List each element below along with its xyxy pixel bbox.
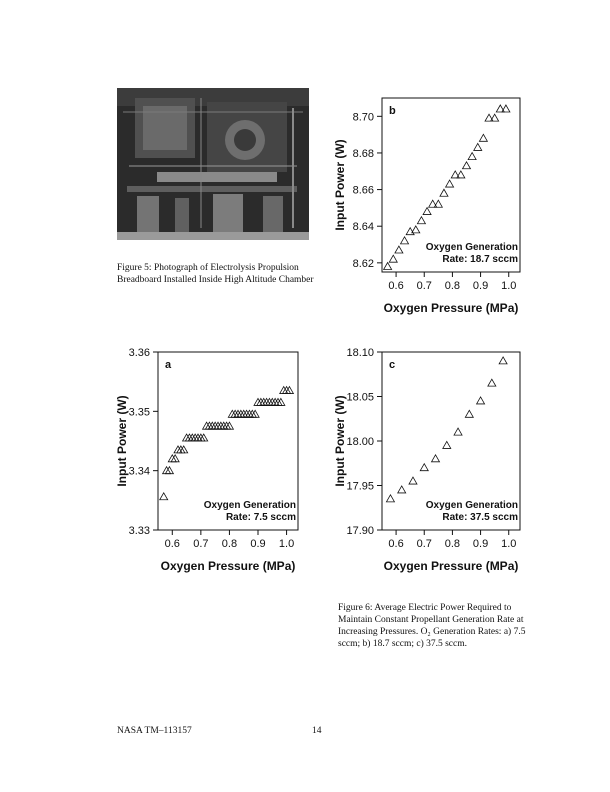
breadboard-photo-image: [117, 88, 309, 240]
x-tick-label: 1.0: [501, 280, 517, 292]
chart-c-svg: [330, 344, 540, 576]
data-point-triangle: [180, 446, 188, 453]
figure6-caption: Figure 6: Average Electric Power Required to Maintain Constant Propellant Generation Rate at Increasing Pressures. O₂ Generation Rates: a) 7.5 sccm; b) 18.7 sccm; c) 37.5 sccm.: [338, 603, 526, 649]
annotation-line: Rate: 7.5 sccm: [225, 512, 296, 523]
data-point-triangle: [257, 398, 265, 405]
data-point-triangle: [160, 493, 168, 500]
data-point-triangle: [409, 477, 417, 484]
data-point-triangle: [395, 246, 403, 253]
chart-a-svg: [112, 344, 312, 576]
annotation-line: Rate: 37.5 sccm: [442, 512, 518, 523]
data-point-triangle: [423, 208, 431, 215]
data-point-triangle: [398, 486, 406, 493]
x-tick-label: 0.7: [416, 280, 432, 292]
data-point-triangle: [446, 180, 454, 187]
data-point-triangle: [451, 171, 459, 178]
data-point-triangle: [440, 189, 448, 196]
data-point-triangle: [277, 398, 285, 405]
data-point-triangle: [432, 455, 440, 462]
y-tick-label: 3.35: [128, 406, 150, 419]
data-point-triangle: [240, 410, 248, 417]
data-point-triangle: [491, 114, 499, 121]
data-point-triangle: [285, 387, 293, 394]
y-tick-label: 8.62: [352, 257, 374, 270]
data-point-triangle: [191, 434, 199, 441]
data-point-triangle: [234, 410, 242, 417]
data-point-triangle: [479, 134, 487, 141]
data-point-triangle: [496, 105, 504, 112]
x-axis-label: Oxygen Pressure (MPa): [160, 559, 296, 573]
x-tick-label: 0.8: [444, 280, 461, 292]
breadboard-photo: [117, 88, 309, 240]
data-point-triangle: [443, 441, 451, 448]
data-point-triangle: [243, 410, 251, 417]
y-tick-label: 18.05: [346, 391, 374, 404]
figure5-caption: Figure 5: Photograph of Electrolysis Propulsion Breadboard Installed Inside High Altitude Chamber: [117, 263, 314, 285]
data-point-triangle: [251, 410, 259, 417]
x-tick-label: 0.9: [472, 280, 489, 292]
data-point-triangle: [502, 105, 510, 112]
data-point-triangle: [468, 153, 476, 160]
data-point-triangle: [223, 422, 231, 429]
y-axis-label: Input Power (W): [115, 395, 129, 487]
data-point-triangle: [171, 455, 179, 462]
data-point-triangle: [412, 226, 420, 233]
x-axis-label: Oxygen Pressure (MPa): [383, 301, 519, 315]
y-tick-label: 8.66: [352, 184, 374, 197]
data-point-triangle: [165, 467, 173, 474]
y-tick-label: 3.34: [128, 465, 150, 478]
x-tick-label: 1.0: [278, 538, 295, 550]
data-point-triangle: [183, 434, 191, 441]
y-tick-label: 17.95: [346, 480, 374, 493]
data-point-triangle: [462, 162, 470, 169]
data-point-triangle: [188, 434, 196, 441]
data-point-triangle: [434, 200, 442, 207]
chart-c: [330, 344, 540, 576]
chart-b-svg: [330, 92, 540, 332]
data-point-triangle: [220, 422, 228, 429]
x-tick-label: 0.6: [164, 538, 180, 550]
data-point-triangle: [274, 398, 282, 405]
data-point-triangle: [280, 387, 288, 394]
data-point-triangle: [457, 171, 465, 178]
data-point-triangle: [417, 217, 425, 224]
data-point-triangle: [474, 143, 482, 150]
data-point-triangle: [384, 263, 392, 270]
data-point-triangle: [225, 422, 233, 429]
y-tick-label: 8.68: [352, 147, 374, 160]
y-tick-label: 8.70: [352, 111, 374, 124]
data-point-triangle: [214, 422, 222, 429]
document-id: NASA TM–113157: [117, 726, 192, 736]
data-point-triangle: [429, 200, 437, 207]
data-point-triangle: [254, 398, 262, 405]
data-point-triangle: [386, 495, 394, 502]
chart-a: [112, 344, 312, 576]
y-axis-label: Input Power (W): [333, 395, 347, 487]
y-axis-label: Input Power (W): [333, 139, 347, 231]
x-tick-label: 0.9: [472, 538, 489, 550]
x-tick-label: 0.8: [444, 538, 461, 550]
data-point-triangle: [420, 464, 428, 471]
data-point-triangle: [217, 422, 225, 429]
x-tick-label: 1.0: [501, 538, 517, 550]
data-point-triangle: [248, 410, 256, 417]
annotation-line: Oxygen Generation: [425, 242, 518, 253]
chart-b: [330, 92, 540, 332]
data-point-triangle: [263, 398, 271, 405]
data-point-triangle: [389, 255, 397, 262]
y-tick-label: 18.00: [346, 436, 374, 448]
data-point-triangle: [174, 446, 182, 453]
x-tick-label: 0.6: [388, 538, 404, 550]
x-tick-label: 0.7: [416, 538, 432, 550]
data-point-triangle: [203, 422, 211, 429]
y-tick-label: 8.64: [352, 221, 374, 234]
x-tick-label: 0.9: [250, 538, 266, 550]
annotation-line: Rate: 18.7 sccm: [442, 254, 518, 265]
data-point-triangle: [163, 467, 171, 474]
x-axis-label: Oxygen Pressure (MPa): [383, 559, 519, 573]
page-number: 14: [312, 726, 322, 736]
data-point-triangle: [237, 410, 245, 417]
panel-label: b: [389, 105, 396, 117]
data-point-triangle: [205, 422, 213, 429]
data-point-triangle: [208, 422, 216, 429]
x-tick-label: 0.7: [193, 538, 209, 550]
data-point-triangle: [265, 398, 273, 405]
x-tick-label: 0.6: [388, 280, 404, 292]
data-point-triangle: [200, 434, 208, 441]
data-point-triangle: [260, 398, 268, 405]
data-point-triangle: [465, 410, 473, 417]
data-point-triangle: [228, 410, 236, 417]
panel-label: c: [389, 359, 396, 371]
data-point-triangle: [185, 434, 193, 441]
data-point-triangle: [197, 434, 205, 441]
y-tick-label: 18.10: [346, 347, 374, 359]
annotation-line: Oxygen Generation: [425, 500, 518, 511]
panel-label: a: [165, 359, 172, 371]
data-point-triangle: [401, 237, 409, 244]
y-tick-label: 3.33: [128, 525, 150, 537]
data-point-triangle: [283, 387, 291, 394]
data-point-triangle: [268, 398, 276, 405]
data-point-triangle: [477, 397, 485, 404]
data-point-triangle: [211, 422, 219, 429]
data-point-triangle: [485, 114, 493, 121]
data-point-triangle: [488, 379, 496, 386]
data-point-triangle: [499, 357, 507, 364]
x-tick-label: 0.8: [221, 538, 238, 550]
data-point-triangle: [177, 446, 185, 453]
data-point-triangle: [454, 428, 462, 435]
data-point-triangle: [231, 410, 239, 417]
annotation-line: Oxygen Generation: [203, 500, 296, 511]
data-point-triangle: [245, 410, 253, 417]
data-point-triangle: [271, 398, 279, 405]
data-point-triangle: [194, 434, 202, 441]
y-tick-label: 17.90: [346, 525, 374, 537]
data-point-triangle: [168, 455, 176, 462]
y-tick-label: 3.36: [128, 347, 150, 359]
